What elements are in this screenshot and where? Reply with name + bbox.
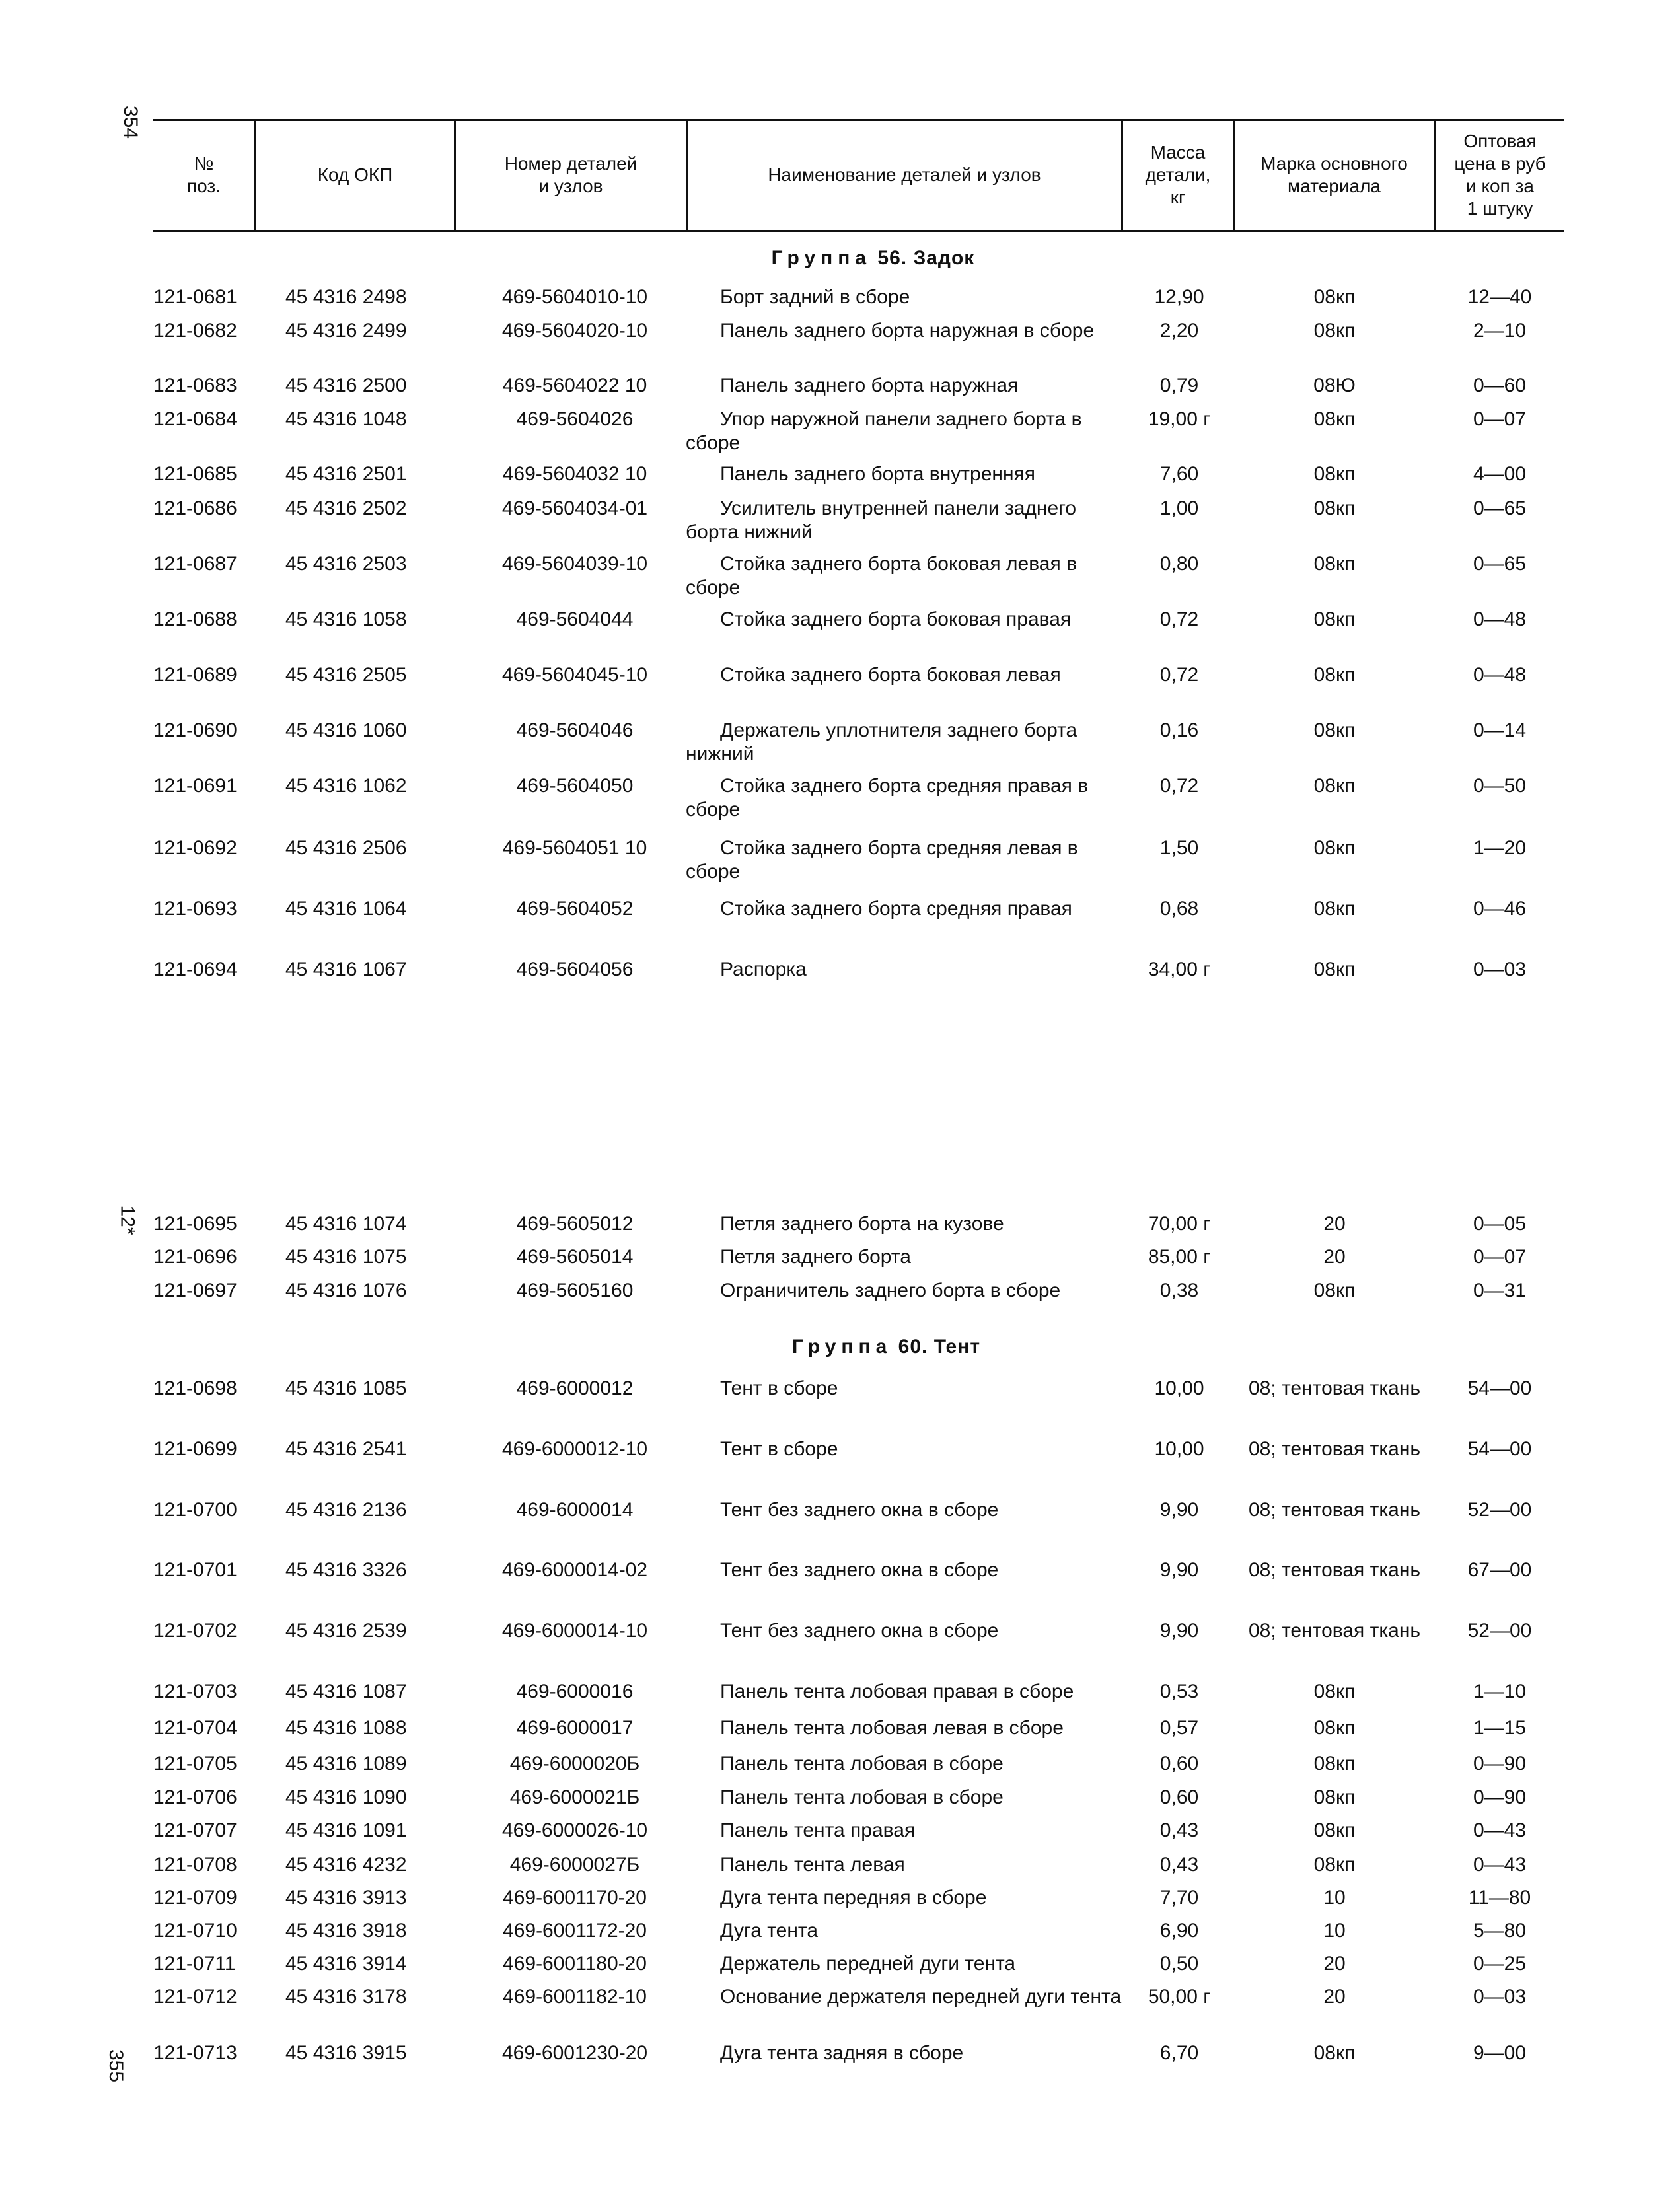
row-part-number: 469-6000014-02 xyxy=(501,1559,648,1581)
row-material: 08кп xyxy=(1313,837,1356,859)
row-mass: 6,70 xyxy=(1159,2042,1199,2064)
row-part-number: 469-5605160 xyxy=(516,1280,634,1301)
row-material: 08кп xyxy=(1313,959,1356,980)
row-okp-code: 45 4316 2498 xyxy=(285,286,407,308)
header-material: Марка основного материала xyxy=(1260,153,1408,196)
row-material: 08кп xyxy=(1313,1786,1356,1808)
row-position: 121-0690 xyxy=(153,719,237,741)
row-position: 121-0687 xyxy=(153,553,237,575)
row-price: 54—00 xyxy=(1467,1438,1532,1460)
row-material: 08кп xyxy=(1313,497,1356,519)
row-part-name: Держатель передней дуги тента xyxy=(720,1953,1016,1975)
row-part-number: 469-6000014 xyxy=(516,1499,634,1521)
row-part-number: 469-5605014 xyxy=(516,1246,634,1268)
row-okp-code: 45 4316 2501 xyxy=(285,463,407,485)
row-part-name: Борт задний в сборе xyxy=(720,286,910,308)
row-material: 08; тентовая ткань xyxy=(1248,1620,1421,1642)
row-mass: 0,57 xyxy=(1159,1717,1199,1739)
row-okp-code: 45 4316 1089 xyxy=(285,1753,407,1774)
group-heading-lead: Группа xyxy=(771,247,872,269)
row-part-name: Панель тента лобовая в сборе xyxy=(720,1753,1004,1774)
row-part-name: Тент без заднего окна в сборе xyxy=(720,1559,999,1581)
row-okp-code: 45 4316 1090 xyxy=(285,1786,407,1808)
row-mass: 9,90 xyxy=(1159,1499,1199,1521)
row-material: 08кп xyxy=(1313,286,1356,308)
row-price: 0—46 xyxy=(1473,898,1527,920)
row-material: 20 xyxy=(1323,1986,1346,2008)
row-okp-code: 45 4316 1064 xyxy=(285,898,407,920)
row-part-name: Держатель уплотнителя заднего борта нижний xyxy=(686,719,1077,765)
row-position: 121-0691 xyxy=(153,775,237,797)
row-part-number: 469-5605012 xyxy=(516,1213,634,1235)
row-part-number: 469-6001180-20 xyxy=(503,1953,647,1975)
row-price: 0—90 xyxy=(1473,1786,1527,1808)
row-position: 121-0699 xyxy=(153,1438,237,1460)
row-material: 08кп xyxy=(1313,1854,1356,1876)
row-position: 121-0683 xyxy=(153,375,237,396)
row-position: 121-0713 xyxy=(153,2042,237,2064)
row-position: 121-0693 xyxy=(153,898,237,920)
row-price: 5—80 xyxy=(1473,1920,1527,1942)
row-okp-code: 45 4316 1075 xyxy=(285,1246,407,1268)
row-part-number: 469-5604010-10 xyxy=(501,286,648,308)
row-part-name: Стойка заднего борта боковая правая xyxy=(720,608,1072,630)
row-part-name: Панель тента лобовая левая в сборе xyxy=(720,1717,1064,1739)
row-part-name: Стойка заднего борта боковая левая в сборе xyxy=(686,553,1077,599)
row-material: 08кп xyxy=(1313,719,1356,741)
row-material: 08кп xyxy=(1313,608,1356,630)
row-part-number: 469-6000014-10 xyxy=(501,1620,648,1642)
row-material: 08кп xyxy=(1313,463,1356,485)
row-price: 0—48 xyxy=(1473,664,1527,686)
row-okp-code: 45 4316 1058 xyxy=(285,608,407,630)
row-mass: 12,90 xyxy=(1154,286,1204,308)
row-part-name: Панель заднего борта наружная в сборе xyxy=(720,320,1095,342)
row-okp-code: 45 4316 1091 xyxy=(285,1819,407,1841)
row-price: 0—90 xyxy=(1473,1753,1527,1774)
row-mass: 0,16 xyxy=(1159,719,1199,741)
row-part-number: 469-5604032 10 xyxy=(502,463,647,485)
page-number-top: 354 xyxy=(120,105,142,139)
row-material: 08; тентовая ткань xyxy=(1248,1559,1421,1581)
row-position: 121-0684 xyxy=(153,408,237,430)
row-material: 08Ю xyxy=(1313,375,1356,396)
row-part-number: 469-5604045-10 xyxy=(501,664,648,686)
row-part-name: Распорка xyxy=(720,959,807,980)
row-material: 20 xyxy=(1323,1953,1346,1975)
row-price: 0—05 xyxy=(1473,1213,1527,1235)
row-mass: 0,72 xyxy=(1159,664,1199,686)
row-part-number: 469-5604020-10 xyxy=(501,320,648,342)
row-okp-code: 45 4316 3918 xyxy=(285,1920,407,1942)
row-price: 1—10 xyxy=(1473,1681,1527,1702)
row-material: 08кп xyxy=(1313,320,1356,342)
row-part-name: Петля заднего борта xyxy=(720,1246,911,1268)
row-material: 08кп xyxy=(1313,553,1356,575)
row-part-number: 469-5604046 xyxy=(516,719,634,741)
row-price: 1—20 xyxy=(1473,837,1527,859)
row-part-name: Панель тента лобовая правая в сборе xyxy=(720,1681,1074,1702)
row-position: 121-0701 xyxy=(153,1559,237,1581)
row-okp-code: 45 4316 3178 xyxy=(285,1986,407,2008)
row-okp-code: 45 4316 2503 xyxy=(285,553,407,575)
row-material: 08кп xyxy=(1313,664,1356,686)
row-price: 0—60 xyxy=(1473,375,1527,396)
row-part-name: Тент без заднего окна в сборе xyxy=(720,1499,999,1521)
row-part-number: 469-6001230-20 xyxy=(501,2042,648,2064)
group-heading-lead: Группа xyxy=(791,1336,893,1358)
row-price: 0—14 xyxy=(1473,719,1527,741)
row-part-number: 469-5604022 10 xyxy=(502,375,647,396)
row-price: 0—48 xyxy=(1473,608,1527,630)
row-mass: 0,43 xyxy=(1159,1819,1199,1841)
row-material: 08кп xyxy=(1313,1280,1356,1301)
row-position: 121-0697 xyxy=(153,1280,237,1301)
row-price: 0—65 xyxy=(1473,497,1527,519)
row-part-number: 469-5604056 xyxy=(516,959,634,980)
row-material: 08кп xyxy=(1313,2042,1356,2064)
row-mass: 0,60 xyxy=(1159,1753,1199,1774)
row-mass: 0,72 xyxy=(1159,608,1199,630)
row-part-number: 469-6000020Б xyxy=(509,1753,640,1774)
row-mass: 0,68 xyxy=(1159,898,1199,920)
row-mass: 1,00 xyxy=(1159,497,1199,519)
row-okp-code: 45 4316 2505 xyxy=(285,664,407,686)
row-part-number: 469-5604052 xyxy=(516,898,634,920)
row-mass: 10,00 xyxy=(1154,1377,1204,1399)
row-material: 08кп xyxy=(1313,775,1356,797)
row-mass: 19,00 г xyxy=(1148,408,1211,430)
row-okp-code: 45 4316 3913 xyxy=(285,1887,407,1909)
row-price: 52—00 xyxy=(1467,1499,1532,1521)
row-okp-code: 45 4316 1048 xyxy=(285,408,407,430)
row-position: 121-0694 xyxy=(153,959,237,980)
row-position: 121-0685 xyxy=(153,463,237,485)
row-part-name: Упор наружной панели заднего борта в сборе xyxy=(686,408,1082,454)
row-price: 0—65 xyxy=(1473,553,1527,575)
row-part-name: Стойка заднего борта средняя левая в сборе xyxy=(686,837,1078,883)
row-price: 0—03 xyxy=(1473,1986,1527,2008)
row-position: 121-0689 xyxy=(153,664,237,686)
row-mass: 10,00 xyxy=(1154,1438,1204,1460)
header-pos: № поз. xyxy=(186,153,221,196)
row-position: 121-0712 xyxy=(153,1986,237,2008)
row-part-number: 469-6001172-20 xyxy=(503,1920,647,1942)
row-okp-code: 45 4316 1085 xyxy=(285,1377,407,1399)
row-price: 0—25 xyxy=(1473,1953,1527,1975)
row-mass: 7,70 xyxy=(1159,1887,1199,1909)
row-okp-code: 45 4316 1062 xyxy=(285,775,407,797)
row-price: 4—00 xyxy=(1473,463,1527,485)
row-mass: 50,00 г xyxy=(1148,1986,1211,2008)
row-position: 121-0708 xyxy=(153,1854,237,1876)
row-position: 121-0696 xyxy=(153,1246,237,1268)
row-part-number: 469-6000016 xyxy=(516,1681,634,1702)
row-price: 0—43 xyxy=(1473,1854,1527,1876)
row-okp-code: 45 4316 1074 xyxy=(285,1213,407,1235)
page-number-bottom: 355 xyxy=(105,2049,128,2083)
row-okp-code: 45 4316 3914 xyxy=(285,1953,407,1975)
row-position: 121-0702 xyxy=(153,1620,237,1642)
row-part-name: Ограничитель заднего борта в сборе xyxy=(720,1280,1061,1301)
row-price: 2—10 xyxy=(1473,320,1527,342)
row-okp-code: 45 4316 2500 xyxy=(285,375,407,396)
row-mass: 70,00 г xyxy=(1148,1213,1211,1235)
row-okp-code: 45 4316 1087 xyxy=(285,1681,407,1702)
row-material: 08кп xyxy=(1313,898,1356,920)
row-material: 08; тентовая ткань xyxy=(1248,1499,1421,1521)
row-material: 20 xyxy=(1323,1246,1346,1268)
row-mass: 0,38 xyxy=(1159,1280,1199,1301)
row-okp-code: 45 4316 1067 xyxy=(285,959,407,980)
row-material: 08кп xyxy=(1313,408,1356,430)
row-material: 08кп xyxy=(1313,1681,1356,1702)
row-material: 08кп xyxy=(1313,1717,1356,1739)
row-mass: 1,50 xyxy=(1159,837,1199,859)
row-mass: 0,72 xyxy=(1159,775,1199,797)
row-okp-code: 45 4316 4232 xyxy=(285,1854,407,1876)
row-part-name: Усилитель внутренней панели заднего борта нижний xyxy=(686,497,1077,543)
row-material: 10 xyxy=(1323,1920,1346,1942)
row-okp-code: 45 4316 3326 xyxy=(285,1559,407,1581)
row-position: 121-0703 xyxy=(153,1681,237,1702)
group-heading-title: 60. Тент xyxy=(892,1336,981,1358)
row-material: 08кп xyxy=(1313,1753,1356,1774)
row-mass: 0,53 xyxy=(1159,1681,1199,1702)
row-price: 52—00 xyxy=(1467,1620,1532,1642)
row-price: 0—50 xyxy=(1473,775,1527,797)
row-part-number: 469-6000012-10 xyxy=(501,1438,648,1460)
row-mass: 34,00 г xyxy=(1148,959,1211,980)
row-okp-code: 45 4316 2506 xyxy=(285,837,407,859)
row-okp-code: 45 4316 1060 xyxy=(285,719,407,741)
row-part-number: 469-6001182-10 xyxy=(503,1986,647,2008)
row-price: 0—43 xyxy=(1473,1819,1527,1841)
row-okp-code: 45 4316 3915 xyxy=(285,2042,407,2064)
row-material: 08кп xyxy=(1313,1819,1356,1841)
row-price: 1—15 xyxy=(1473,1717,1527,1739)
row-part-number: 469-6000017 xyxy=(516,1717,634,1739)
row-price: 12—40 xyxy=(1467,286,1532,308)
row-part-number: 469-6001170-20 xyxy=(503,1887,647,1909)
row-part-name: Дуга тента передняя в сборе xyxy=(720,1887,987,1909)
row-part-name: Панель заднего борта наружная xyxy=(720,375,1019,396)
row-mass: 2,20 xyxy=(1159,320,1199,342)
signature-mark: 12* xyxy=(116,1205,139,1235)
row-mass: 0,60 xyxy=(1159,1786,1199,1808)
row-position: 121-0686 xyxy=(153,497,237,519)
row-part-name: Стойка заднего борта боковая левая xyxy=(720,664,1061,686)
row-position: 121-0682 xyxy=(153,320,237,342)
row-price: 11—80 xyxy=(1468,1887,1531,1909)
row-position: 121-0700 xyxy=(153,1499,237,1521)
row-position: 121-0711 xyxy=(153,1953,236,1975)
row-part-name: Тент в сборе xyxy=(720,1438,838,1460)
row-mass: 6,90 xyxy=(1159,1920,1199,1942)
row-price: 0—03 xyxy=(1473,959,1527,980)
row-material: 10 xyxy=(1323,1887,1346,1909)
group-heading-title: 56. Задок xyxy=(871,247,975,269)
row-part-number: 469-6000021Б xyxy=(509,1786,640,1808)
row-okp-code: 45 4316 2499 xyxy=(285,320,407,342)
row-okp-code: 45 4316 2541 xyxy=(285,1438,407,1460)
row-part-name: Панель тента левая xyxy=(720,1854,905,1876)
row-position: 121-0707 xyxy=(153,1819,237,1841)
row-price: 54—00 xyxy=(1467,1377,1532,1399)
row-mass: 85,00 г xyxy=(1148,1246,1211,1268)
row-position: 121-0706 xyxy=(153,1786,237,1808)
row-part-name: Тент без заднего окна в сборе xyxy=(720,1620,999,1642)
row-material: 08; тентовая ткань xyxy=(1248,1377,1421,1399)
row-part-number: 469-5604051 10 xyxy=(502,837,647,859)
row-material: 20 xyxy=(1323,1213,1346,1235)
row-price: 9—00 xyxy=(1473,2042,1527,2064)
header-price: Оптовая цена в руб и коп за 1 штуку xyxy=(1454,131,1546,219)
row-part-number: 469-6000026-10 xyxy=(501,1819,648,1841)
row-okp-code: 45 4316 2539 xyxy=(285,1620,407,1642)
row-part-name: Панель тента лобовая в сборе xyxy=(720,1786,1004,1808)
row-part-number: 469-5604026 xyxy=(516,408,634,430)
header-okp: Код ОКП xyxy=(317,164,393,185)
row-part-name: Панель заднего борта внутренняя xyxy=(720,463,1036,485)
row-price: 67—00 xyxy=(1467,1559,1532,1581)
row-price: 0—07 xyxy=(1473,1246,1527,1268)
row-position: 121-0695 xyxy=(153,1213,237,1235)
row-part-name: Дуга тента xyxy=(720,1920,819,1942)
header-bottom-rule xyxy=(153,230,1564,232)
row-part-name: Петля заднего борта на кузове xyxy=(720,1213,1004,1235)
row-part-number: 469-5604034-01 xyxy=(501,497,648,519)
row-mass: 7,60 xyxy=(1159,463,1199,485)
row-price: 0—31 xyxy=(1473,1280,1527,1301)
row-part-name: Основание держателя передней дуги тента xyxy=(720,1986,1122,2008)
row-mass: 9,90 xyxy=(1159,1620,1199,1642)
row-okp-code: 45 4316 1076 xyxy=(285,1280,407,1301)
header-mass: Масса детали, кг xyxy=(1145,142,1211,207)
row-part-number: 469-5604039-10 xyxy=(501,553,648,575)
row-part-name: Тент в сборе xyxy=(720,1377,838,1399)
row-part-name: Дуга тента задняя в сборе xyxy=(720,2042,964,2064)
row-mass: 0,50 xyxy=(1159,1953,1199,1975)
row-position: 121-0688 xyxy=(153,608,237,630)
row-okp-code: 45 4316 1088 xyxy=(285,1717,407,1739)
header-part-number: Номер деталей и узлов xyxy=(504,153,638,196)
row-mass: 9,90 xyxy=(1159,1559,1199,1581)
group-heading-60 xyxy=(0,1336,1680,1358)
row-part-number: 469-6000027Б xyxy=(509,1854,640,1876)
row-position: 121-0681 xyxy=(153,286,237,308)
row-part-number: 469-5604044 xyxy=(516,608,634,630)
row-position: 121-0709 xyxy=(153,1887,237,1909)
row-part-name: Стойка заднего борта средняя правая xyxy=(720,898,1072,920)
row-mass: 0,79 xyxy=(1159,375,1199,396)
row-position: 121-0704 xyxy=(153,1717,237,1739)
row-part-name: Стойка заднего борта средняя правая в сборе xyxy=(686,775,1089,821)
group-heading-56 xyxy=(0,247,1680,270)
row-position: 121-0698 xyxy=(153,1377,237,1399)
row-price: 0—07 xyxy=(1473,408,1527,430)
row-material: 08; тентовая ткань xyxy=(1248,1438,1421,1460)
row-part-name: Панель тента правая xyxy=(720,1819,916,1841)
row-position: 121-0705 xyxy=(153,1753,237,1774)
row-okp-code: 45 4316 2502 xyxy=(285,497,407,519)
row-mass: 0,43 xyxy=(1159,1854,1199,1876)
row-position: 121-0692 xyxy=(153,837,237,859)
row-part-number: 469-5604050 xyxy=(516,775,634,797)
row-position: 121-0710 xyxy=(153,1920,237,1942)
row-okp-code: 45 4316 2136 xyxy=(285,1499,407,1521)
row-mass: 0,80 xyxy=(1159,553,1199,575)
header-part-name: Наименование деталей и узлов xyxy=(768,164,1041,185)
row-part-number: 469-6000012 xyxy=(516,1377,634,1399)
